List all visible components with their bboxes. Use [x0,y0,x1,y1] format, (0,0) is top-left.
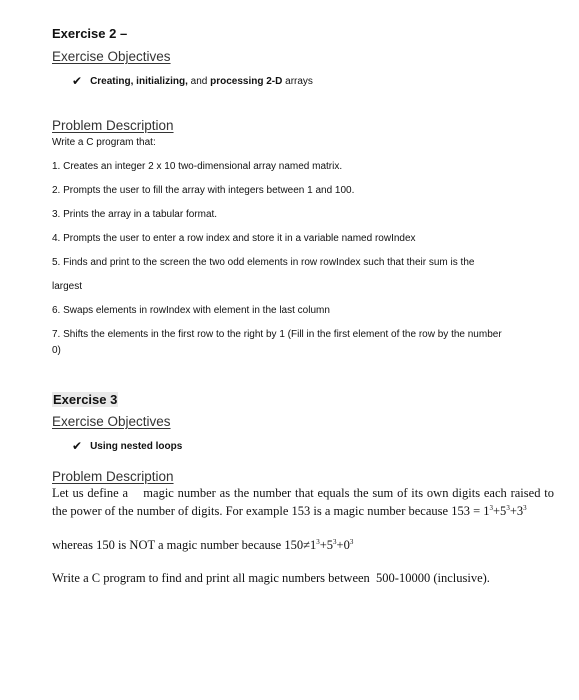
exponent: 3 [349,537,354,546]
list-item: 6. Swaps elements in rowIndex with element in the last column [52,305,330,316]
exercise-2-intro: Write a C program that: [52,137,156,148]
list-item: 1. Creates an integer 2 x 10 two-dimensional array named matrix. [52,161,343,172]
example-term-2: +5 [319,538,334,552]
example-term-3: +0 [336,538,350,552]
task-statement: Write a C program to find and print all magic numbers between 500-10000 (inclusive). [52,571,490,585]
check-icon: ✔ [72,439,83,453]
exercise-2-problem-heading: Problem Description [52,118,174,133]
exercise-3-problem-heading: Problem Description [52,469,174,484]
exercise-2-title-dash: – [116,26,128,41]
objective-text: Using nested loops [90,440,183,452]
exponent: 3 [506,503,510,512]
list-item: 2. Prompts the user to fill the array with integers between 1 and 100. [52,185,355,196]
definition-text: Let us define a magic number as the number that equals the sum of its own digits each raised to the power of the number of digits. For example 153 is a magic number because 153 = 1 [52,486,558,518]
list-item-continuation: 0) [52,345,61,356]
list-item: 4. Prompts the user to enter a row index and store it in a variable named rowIndex [52,233,416,244]
exponent: 3 [316,537,320,546]
exercise-2-title-text: Exercise 2 [52,26,117,41]
objective-rest: arrays [282,75,313,87]
list-item: 5. Finds and print to the screen the two odd elements in row rowIndex such that their sum is the [52,257,475,268]
exercise-3-objectives-heading: Exercise Objectives [52,414,171,429]
list-item-continuation: largest [52,281,83,292]
objective-connector: and [187,75,211,87]
exercise-2-objectives-heading: Exercise Objectives [52,49,171,64]
non-magic-example [52,537,554,555]
exercise-3-objective [72,439,182,453]
magic-number-definition [52,485,558,520]
exponent: 3 [489,503,493,512]
example-text: whereas 150 is NOT a magic number because 150≠1 [52,538,317,552]
definition-term-2: +5 [493,503,507,518]
definition-term-3: +3 [509,503,524,518]
exercise-3-title [52,392,118,407]
exponent: 3 [523,503,527,512]
exercise-2-title [52,26,127,41]
exercise-2-objective [72,74,313,88]
exercise-3-title-text: Exercise 3 [53,392,118,407]
list-item: 3. Prints the array in a tabular format. [52,209,218,220]
list-item: 7. Shifts the elements in the first row to the right by 1 (Fill in the first element of the row by the number [52,329,502,340]
exponent: 3 [333,537,337,546]
objective-bold-part-2: processing 2-D [210,75,283,87]
check-icon: ✔ [72,74,83,88]
objective-bold-part: Creating, initializing, [90,75,188,87]
